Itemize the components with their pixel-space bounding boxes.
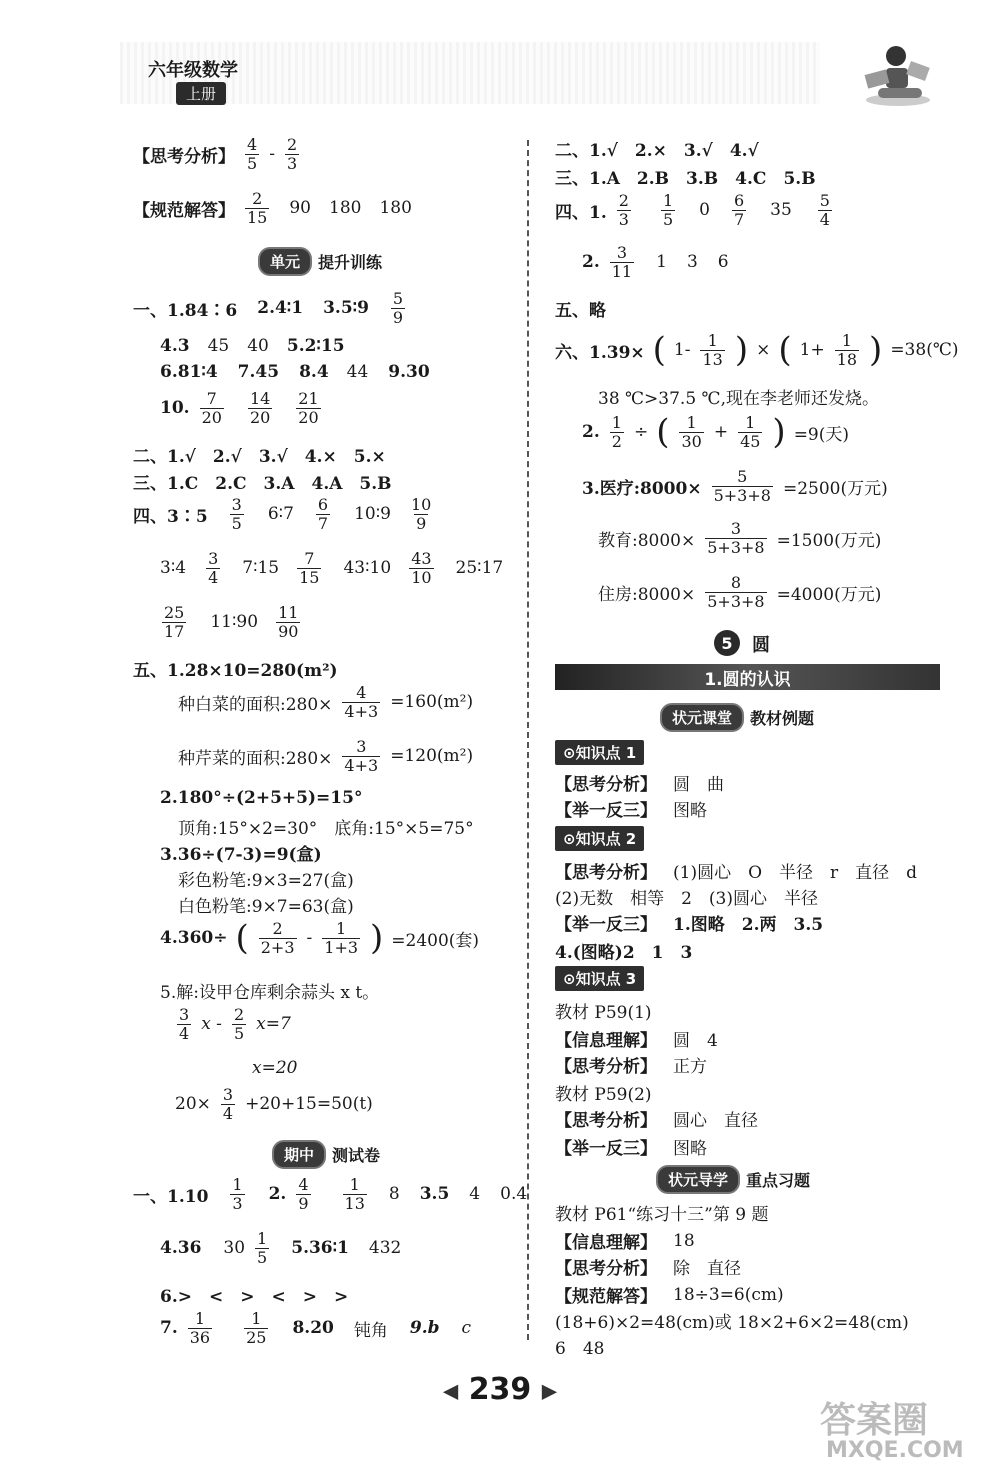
- equation-row: x=20: [252, 1058, 298, 1078]
- watermark-logo: 答案圈: [820, 1400, 929, 1441]
- answer-row: 3.36÷(7-3)=9(盒): [160, 845, 322, 865]
- think-analysis-row: 【思考分析】 $\frac{4}{5}$ - $\frac{2}{3}$: [133, 135, 298, 173]
- answer-row: 五、1.28×10=280(m²): [133, 661, 338, 681]
- answer-row: 【举一反三】 图略: [555, 801, 707, 821]
- answer-row: 二、1.√ 2.√ 3.√ 4.× 5.×: [133, 447, 386, 467]
- lesson-title-bar: 1.圆的认识: [555, 664, 940, 690]
- equation-row: $\frac{3}{4}$ x - $\frac{2}{5}$ x=7: [179, 1005, 291, 1043]
- page-number-text: 239: [468, 1372, 532, 1407]
- standard-answer-row: 【规范解答】 $\frac{2}{15}$ 90 180 180: [133, 189, 412, 227]
- unit-training-banner: 单元 提升训练: [258, 247, 382, 276]
- answer-row: 6 48: [555, 1339, 605, 1359]
- midterm-test-banner: 期中 测试卷: [272, 1140, 380, 1169]
- answer-row: 住房:8000× $\frac{8}{5+3+8}$ =4000(万元): [598, 573, 882, 611]
- answer-row: 种芹菜的面积:280× $\frac{3}{4+3}$ =120(m²): [178, 737, 474, 775]
- answer-row: 7. $\frac{1}{36}$ $\frac{1}{25}$ 8.20 钝角 9.b c: [160, 1309, 472, 1347]
- answer-row: 教材 P59(2): [555, 1085, 652, 1105]
- answer-row: 教材 P59(1): [555, 1003, 652, 1023]
- answer-row: 种白菜的面积:280× $\frac{4}{4+3}$ =160(m²): [178, 683, 474, 721]
- answer-row: (2)无数 相等 2 (3)圆心 半径: [555, 889, 818, 909]
- answer-row: 10. $\frac{7}{20}$ $\frac{14}{20}$ $\frac{21}{20}$: [160, 389, 319, 427]
- class-example-banner: 状元课堂 教材例题: [660, 703, 814, 732]
- answer-row: 【思考分析】 (1)圆心 O 半径 r 直径 d: [555, 863, 918, 883]
- answer-row: 顶角:15°×2=30° 底角:15°×5=75°: [178, 819, 474, 839]
- prev-arrow-icon: ◀: [442, 1378, 459, 1403]
- answer-row: 【思考分析】 圆心 直径: [555, 1111, 758, 1131]
- guide-exercise-banner: 状元导学 重点习题: [656, 1165, 810, 1194]
- answer-row: 教材 P61“练习十三”第 9 题: [555, 1205, 769, 1225]
- answer-row: 教育:8000× $\frac{3}{5+3+8}$ =1500(万元): [598, 519, 882, 557]
- answer-row: 2. $\frac{3}{11}$ 1 3 6: [582, 243, 729, 281]
- answer-row: 二、1.√ 2.× 3.√ 4.√: [555, 141, 759, 161]
- book-volume: 上册: [176, 82, 226, 105]
- answer-row: 4.3 45 40 5.2∶15: [160, 336, 345, 356]
- answer-row: 【举一反三】 图略: [555, 1139, 707, 1159]
- answer-row: 三、1.A 2.B 3.B 4.C 5.B: [555, 169, 816, 189]
- answer-row: 四、1. $\frac{2}{3}$ $\frac{1}{5}$ 0 $\frac{6}{7}$ 35 $\frac{5}{4}$: [555, 191, 830, 229]
- answer-row: 【信息理解】 18: [555, 1230, 695, 1253]
- answer-row: 彩色粉笔:9×3=27(盒): [178, 871, 354, 891]
- answer-row: (18+6)×2=48(cm)或 18×2+6×2=48(cm): [555, 1313, 909, 1333]
- chapter-title: 圆: [752, 635, 770, 656]
- answer-row: 【思考分析】 除 直径: [555, 1259, 741, 1279]
- equation-row: 20× $\frac{3}{4}$ +20+15=50(t): [175, 1085, 373, 1123]
- fraction: $\frac{2}{3}$: [286, 135, 298, 173]
- chapter-number: 5: [714, 630, 740, 656]
- answer-row: 38 ℃>37.5 ℃,现在李老师还发烧。: [598, 389, 879, 409]
- answer-row: 【信息理解】 圆 4: [555, 1031, 718, 1051]
- answer-row: 4.(图略)2 1 3: [555, 943, 693, 963]
- answer-row: 3∶4 $\frac{3}{4}$ 7∶15 $\frac{7}{15}$ 43∶10 $\frac{43}{10}$ 25∶17: [160, 549, 504, 587]
- answer-row: 【规范解答】 18÷3=6(cm): [555, 1284, 784, 1307]
- answer-row: 6.81∶4 7.45 8.4 44 9.30: [160, 362, 430, 382]
- answer-row: 白色粉笔:9×7=63(盒): [178, 897, 354, 917]
- answer-row: 4.360÷ ( $\frac{2}{2+3}$ - $\frac{1}{1+3}$ ) =2400(套): [160, 918, 480, 959]
- fraction: $\frac{4}{5}$: [247, 135, 258, 173]
- answer-row: 【举一反三】 1.图略 2.两 3.5: [555, 915, 824, 935]
- answer-row: 六、1.39× ( 1- $\frac{1}{13}$ ) × ( 1+ $\frac{1}{18}$ ) =38(℃): [555, 330, 959, 371]
- answer-row: 四、3∶5 $\frac{3}{5}$ 6∶7 $\frac{6}{7}$ 10∶9 $\frac{10}{9}$: [133, 495, 432, 533]
- answer-row: 一、1.84∶6 2.4∶1 3.5∶9 $\frac{5}{9}$: [133, 289, 404, 327]
- answer-row: 4.36 30 $\frac{1}{5}$ 5.36∶1 432: [160, 1229, 402, 1267]
- column-divider: [527, 140, 529, 1340]
- answer-row: 6.> < > < > >: [160, 1287, 349, 1307]
- reading-kid-icon: [858, 38, 938, 110]
- watermark-url: MXQE.COM: [826, 1438, 964, 1463]
- answer-row: 【思考分析】 圆 曲: [555, 775, 724, 795]
- label: 【思考分析】: [133, 146, 235, 167]
- knowledge-point-badge: ⊙知识点 3: [555, 966, 644, 991]
- answer-row: 2. $\frac{1}{2}$ ÷ ( $\frac{1}{30}$ + $\frac{1}{45}$ ) =9(天): [582, 412, 850, 453]
- knowledge-point-badge: ⊙知识点 2: [555, 826, 644, 851]
- answer-row: 五、略: [555, 301, 606, 321]
- knowledge-point-badge: ⊙知识点 1: [555, 740, 644, 765]
- book-title: 六年级数学: [148, 60, 238, 81]
- answer-row: 【思考分析】 正方: [555, 1057, 707, 1077]
- answer-row: 一、1.10 $\frac{1}{3}$ 2. $\frac{4}{9}$ $\frac{1}{13}$ 8 3.5 4 0.4: [133, 1175, 528, 1213]
- answer-row: 三、1.C 2.C 3.A 4.A 5.B: [133, 474, 392, 494]
- answer-row: $\frac{25}{17}$ 11∶90 $\frac{11}{90}$: [164, 603, 299, 641]
- answer-row: 3.医疗:8000× $\frac{5}{5+3+8}$ =2500(万元): [582, 467, 888, 505]
- answer-row: 5.解:设甲仓库剩余蒜头 x t。: [160, 983, 380, 1003]
- answer-row: 2.180°÷(2+5+5)=15°: [160, 788, 363, 808]
- next-arrow-icon: ▶: [541, 1378, 558, 1403]
